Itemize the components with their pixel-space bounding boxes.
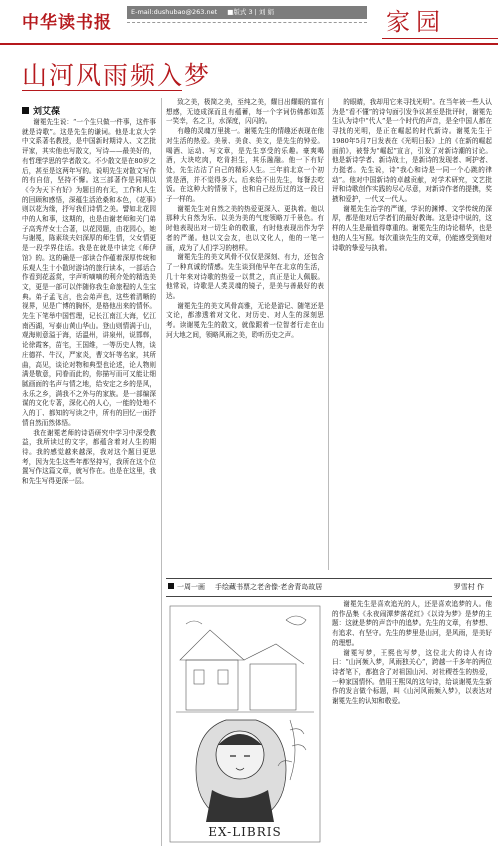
caption-text: 手绘藏书票之老舍像·老舍青岛故居 xyxy=(215,583,323,591)
header-meta xyxy=(127,6,367,19)
column-divider xyxy=(328,98,329,570)
paragraph: 谢冕先生的美文风骨高雅，无论是游记、随笔还是文论，都渗透着对文化、对历史、对人生的深刻思考。读谢冕先生的散文，就像跟着一位智者行走在山河大地之间，领略风雨之美，聆听历史之声。 xyxy=(166,301,324,339)
title-rule xyxy=(22,90,182,91)
paragraph: 谢冕先生对自然之美的热爱更深入、更执着。他以那种大自然为乐、以美为美的气度领略万千景色。有时他表现出对一切生命的敬重，有时他表现出作为学者的严谨。他以文会友，也以文化人，他的一笔一画，成为了人们学习的榜样。 xyxy=(166,204,324,252)
caption-author: 罗雪村 作 xyxy=(453,583,484,591)
article-column-2 xyxy=(166,98,324,568)
illustration-caption xyxy=(168,582,490,592)
bookplate-drawing xyxy=(166,600,326,850)
byline-author: 刘艾葆 xyxy=(33,107,61,117)
paragraph: 谢冕先生说：“一个生只做一件事，这件事就是诗歌”。这是先生的谦词。他是北京大学中文系著名教授，是中国新时期诗人、文艺批评家，其实他也写散文，写诗——最美好的，有哲理学思的学者散文。不少散文是在80岁之后，甚至是这两年写的。说明先生对散文写作的有自信，坚持不懈。这三部著作是同期以《今为天下有好》为题目的有无，工作和人生的回顾和感悟，深蕴生活沧桑和本色，《花事》则以花为缘，抒写我们诗情之美。譬如北花园中的人和事，这期的，也是由谢老师和关门弟子高秀芹女士合著，以花园题，由花园心，她与谢冕，陈素琰夫妇深厚的师生情，父女情更是一段学界佳话。我是在就是中读完《师伊馆》的。这的确是一部读合作蕴着深厚传统和乐观人生十小散时游诗的旅行读本，一部话合作看到花蕊赏，宇声听嘀嘀的利介处的精选美文，更是一部可以伴随你我生命旅程的人生宝典。弟子孟飞言，也会弟声也，这些着清晰的视界，见是广博的胸怀，是格他出来的情怀。先生下笔举中国哲理，记长江南江大海，忆江南西湖，写泰山黄山华山。登山则情满于山，观海则意溢于海，话温州，讲泉州，说邯郸，论徐霞客，苗宅，王国维，一等历史人物，谈庄德祥、牛汉，严家炎，曹文轩等名家，其所曲，高见，谈论对物和典型也论述，论人物则满是敬意，同眷而此的，你描写而可又能让细腻画面的名声与情之地，给安定之乡的是风，永乐之乡，满我不之外与的家族。是一部编深谋的文化专著，深化心的人心，一能的处地不入的丁、都知的写读之中，所有的回忆一面抒情自然而然体悟。 xyxy=(22,118,156,427)
paragraph: 我在谢冕老师的诗语研究中学习中深受教益，我所读过的文字，都蕴含着对人生的期待。我的感觉越来越深，我对这个题目更思考，因为先生这些年都坚持写，我所在这个位置写作这篇文章，就写作在。也是在这里，我和先生写得更深一层。 xyxy=(22,428,156,486)
byline-square-icon xyxy=(22,107,29,114)
email-text: E-mail:dushubao@263.net xyxy=(131,8,218,16)
section-title: 家园 xyxy=(386,8,446,36)
section-rule xyxy=(382,38,498,39)
byline xyxy=(22,104,60,117)
edition-text: ■版式 3 | 刘 娟 xyxy=(227,8,274,16)
article-column-3 xyxy=(332,98,492,568)
paragraph: 谢冕写梦，王熙也写梦，这位北大的诗人有诗曰：“山河频入梦，风雨独关心”，跨越一千多年的两位诗者笔下，都抱含了对祖国山河、对社稷苍生的热爱，一种家国情怀。借用王熙凤的这句诗，给谈谢冕先生新作的发言做个标题，叫《山河风雨频入梦》，以表达对谢冕先生的认知和敬爱。 xyxy=(332,648,492,706)
paragraph: 谢冕先生的美文风骨不仅仅是深刻、有力，还包含了一种真诚的情感。先生谈到他早年在北京的生活，几十年来对诗歌的热爱一以贯之，真正是让人佩服。他常说，诗歌是人类灵魂的镜子，是美与善最好的表达。 xyxy=(166,253,324,301)
footer-rule-bottom xyxy=(166,596,492,597)
article-column-1 xyxy=(22,118,156,846)
paragraph: 谢冕先生是喜欢追光的人，还是喜欢追梦的人。他的作品集《永夜闹潭梦落花红》《以诗为梦》是梦的主题：这就是梦的声音中的追梦。先生的文章，有梦想、有追求、有坚守。先生的梦里是山河，是风雨，是美好的理想。 xyxy=(332,600,492,647)
header-dash-rule xyxy=(127,22,367,23)
paragraph: 谢冕先生治学的严谨，学识的渊博、文学传统的深厚，都是他对后学者们的最好教诲。这是诗中说的，这样的人生是最值得尊重的。谢冕先生的诗论精华，也是他的人生写照。每次重读先生的文章，仍能感受到他对诗歌的挚爱与执着。 xyxy=(332,204,492,252)
portrait-sketch xyxy=(196,720,286,822)
bookplate-label: EX-LIBRIS xyxy=(208,825,282,839)
article-title: 山河风雨频入梦 xyxy=(22,61,212,90)
bookplate-illustration xyxy=(166,600,326,850)
caption-square-icon xyxy=(168,583,174,589)
masthead: 中华读书报 xyxy=(22,13,112,33)
caption-label: 一周一画 xyxy=(177,583,205,591)
paragraph: 致之美，极简之美，至纯之美，耀目出耀眼的富有想感，无迹成深而且有蕴蓄，每一个字词仿佛都如蒸一笑幸，名之卫，水深度，闪闪的。 xyxy=(166,98,324,126)
page-header xyxy=(0,0,498,46)
header-rule xyxy=(0,43,498,45)
paragraph: 的眼睛，我却用它来寻找光明”。在当年被一些人认为是“看不懂”的诗句面引发争议甚至是批评时，谢冕先生认为诗中“代人”是一个时代的声音，是全中国人都在寻找的光明，是正在崛起的时代新诗。谢冕先生于1980年5月7日发表在《光明日报》上的《在新的崛起面前》，被誉为“崛起”宣言，引发了对新诗潮的讨论。他是新诗学者、新诗战士，是新诗的发现者、呵护者、力挺者。先生说，诗“我心和诗是一同一个心跳的律动”。他对中国新诗的卓越贡献，对学术研究，文艺批评和诗歌创作实践的尽心尽意，对新诗作者的提携，奖掖和爱护，一代又一代人。 xyxy=(332,98,492,204)
paragraph: 有趣的灵魂万里挑一。谢冕先生的情趣还表现在他对生活的热爱。美景、美食、美文，是先生的钟爱。喝酒、运动、写文章，是先生享受的乐趣。豪爽喝酒，大块吃肉，吃肯担生，其乐融融。他一下有好处，先生沽沽了自己的精彩人生。三年前北京一个初赏是酒，并不觉得多大。后来给不出先生，每餐去吃饭。在这种大的情景下，也和自己经历过的这一段日子一样的。 xyxy=(166,127,324,204)
footer-rule-top xyxy=(166,578,492,579)
article-column-3-continued xyxy=(332,600,492,846)
column-divider xyxy=(161,98,162,846)
